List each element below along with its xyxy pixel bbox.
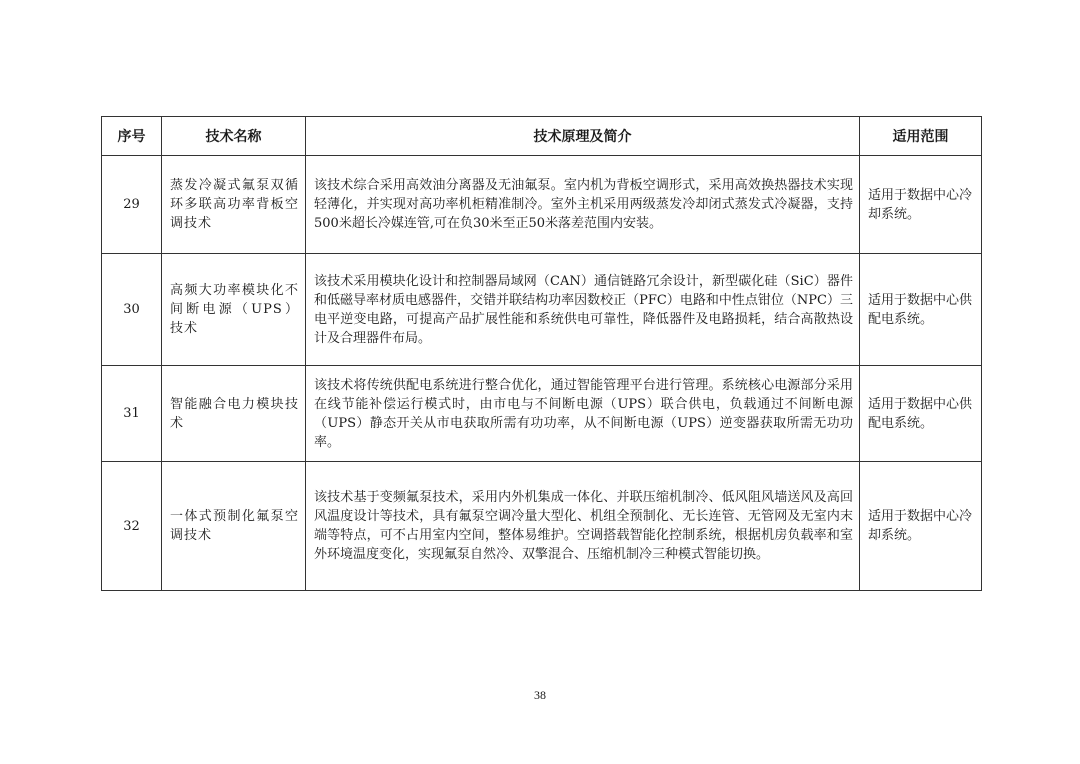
row-number: 31 bbox=[102, 366, 162, 462]
applicable-scope: 适用于数据中心冷却系统。 bbox=[860, 462, 982, 591]
technology-name: 智能融合电力模块技术 bbox=[162, 366, 306, 462]
header-applicable-scope: 适用范围 bbox=[860, 117, 982, 156]
technology-name: 一体式预制化氟泵空调技术 bbox=[162, 462, 306, 591]
technology-description: 该技术基于变频氟泵技术，采用内外机集成一体化、并联压缩机制冷、低风阻风墙送风及高回风温度设计等技术，具有氟泵空调冷量大型化、机组全预制化、无长连管、无管网及无室内末端等特点，可不占用室内空间，整体易维护。空调搭载智能化控制系统，根据机房负载率和室外环境温度变化，实现氟泵自然冷、双擎混合、压缩机制冷三种模式智能切换。 bbox=[306, 462, 860, 591]
technology-name: 高频大功率模块化不间断电源（UPS）技术 bbox=[162, 254, 306, 366]
table-row bbox=[102, 366, 982, 462]
table-row bbox=[102, 254, 982, 366]
header-technology-name: 技术名称 bbox=[162, 117, 306, 156]
row-number: 30 bbox=[102, 254, 162, 366]
table-row bbox=[102, 462, 982, 591]
applicable-scope: 适用于数据中心冷却系统。 bbox=[860, 156, 982, 254]
page-number: 38 bbox=[534, 688, 546, 702]
technology-name: 蒸发冷凝式氟泵双循环多联高功率背板空调技术 bbox=[162, 156, 306, 254]
table-row bbox=[102, 156, 982, 254]
technology-table bbox=[101, 116, 982, 591]
header-serial-number: 序号 bbox=[102, 117, 162, 156]
technology-description: 该技术采用模块化设计和控制器局域网（CAN）通信链路冗余设计，新型碳化硅（SiC）器件和低磁导率材质电感器件，交错并联结构功率因数校正（PFC）电路和中性点钳位（NPC）三电平逆变电路，可提高产品扩展性能和系统供电可靠性，降低器件及电路损耗，结合高散热设计及合理器件布局。 bbox=[306, 254, 860, 366]
header-principle-description: 技术原理及简介 bbox=[306, 117, 860, 156]
row-number: 29 bbox=[102, 156, 162, 254]
applicable-scope: 适用于数据中心供配电系统。 bbox=[860, 366, 982, 462]
table-header-row bbox=[102, 117, 982, 156]
technology-description: 该技术将传统供配电系统进行整合优化，通过智能管理平台进行管理。系统核心电源部分采用在线节能补偿运行模式时，由市电与不间断电源（UPS）联合供电，负载通过不间断电源（UPS）静态开关从市电获取所需有功功率，从不间断电源（UPS）逆变器获取所需无功功率。 bbox=[306, 366, 860, 462]
row-number: 32 bbox=[102, 462, 162, 591]
applicable-scope: 适用于数据中心供配电系统。 bbox=[860, 254, 982, 366]
technology-description: 该技术综合采用高效油分离器及无油氟泵。室内机为背板空调形式，采用高效换热器技术实现轻薄化，并实现对高功率机柜精准制冷。室外主机采用两级蒸发冷却闭式蒸发式冷凝器，支持500米超长冷媒连管,可在负30米至正50米落差范围内安装。 bbox=[306, 156, 860, 254]
